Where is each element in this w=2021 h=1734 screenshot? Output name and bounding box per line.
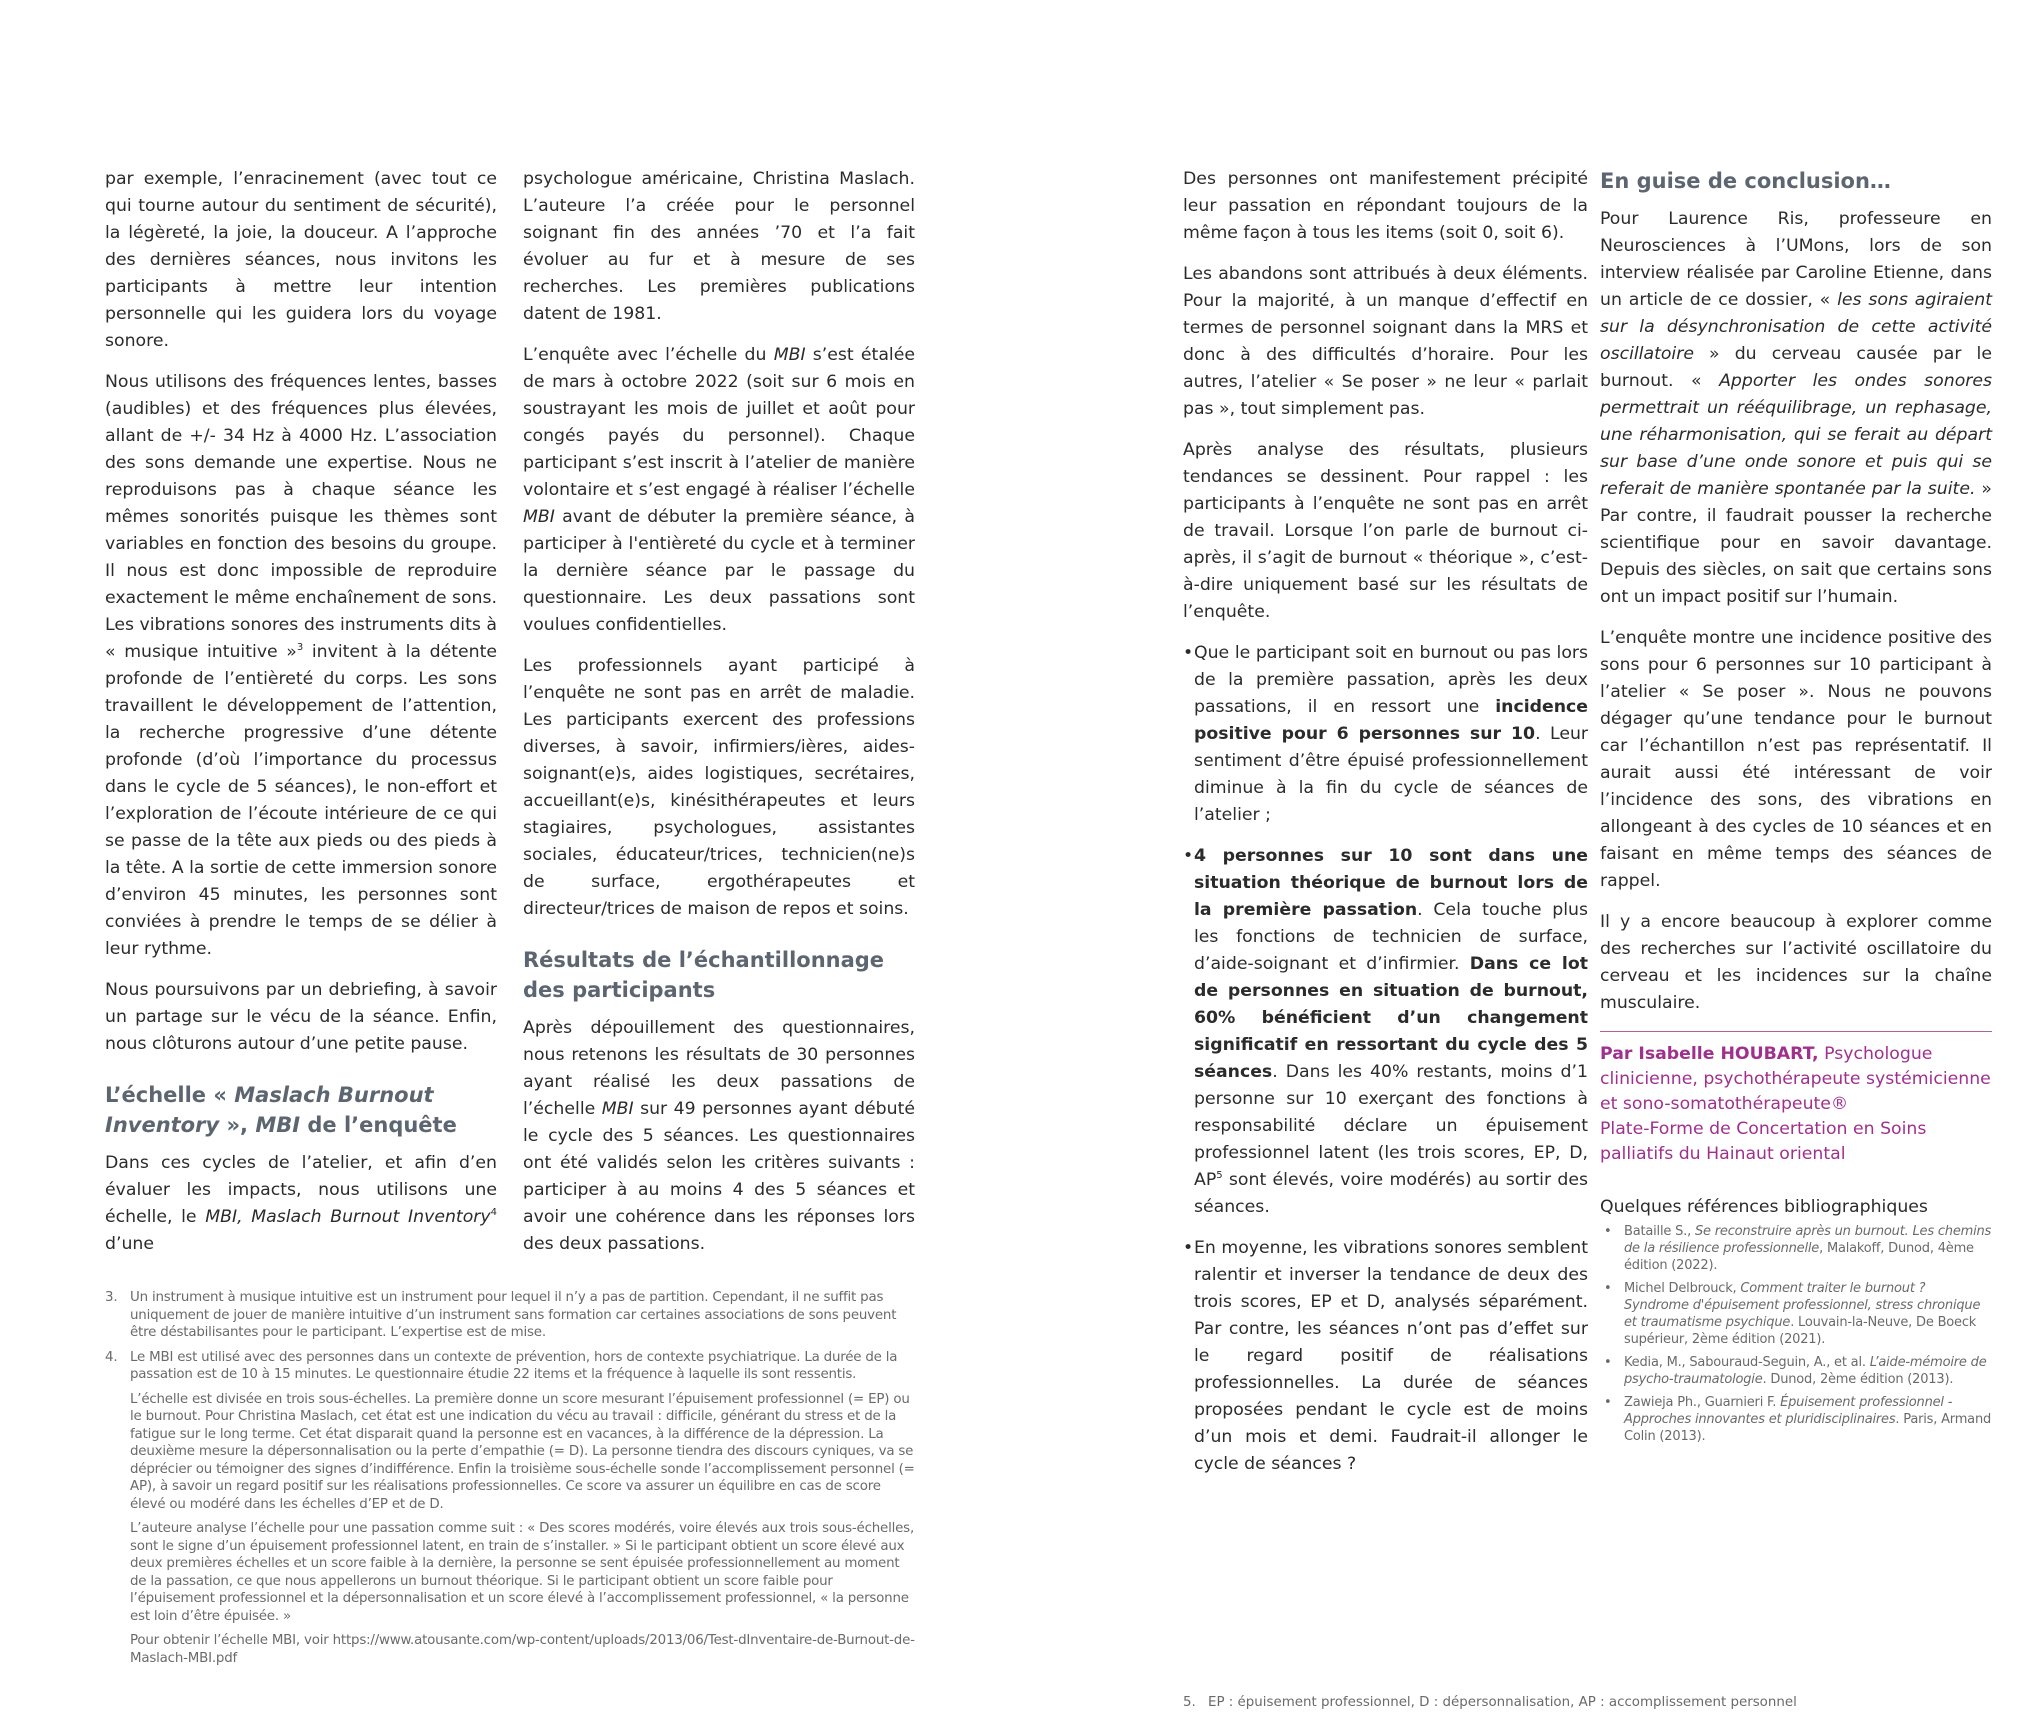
left-page: [0, 0, 1010, 1734]
footnote-number: 3.: [105, 1290, 118, 1305]
list-item: • En moyenne, les vibrations sonores semblent ralentir et inverser la tendance de deux des trois scores, EP et D, analysés séparément. Par contre, les séances n’ont pas d’effet sur le regard positif de réalisations professionnelles. La durée de séances proposées pendant le cycle est de moins d’un mois et demi. Faudrait-il allonger le cycle de séances ?: [1183, 1235, 1588, 1478]
footnote-ref-4[interactable]: 4: [490, 1207, 497, 1219]
author-role: Psychologue clinicienne, psychothérapeute systémicienne et sono-somatothérapeute®: [1600, 1044, 1991, 1114]
column-3: [1183, 166, 1588, 1492]
author-divider: [1600, 1031, 1992, 1032]
footnote-number: 4.: [105, 1349, 118, 1365]
author-credit: [1600, 1042, 1992, 1167]
text: Dans ces cycles de l’atelier, et afin d’en évaluer les impacts, nous utilisons une échelle, le: [105, 1153, 497, 1227]
paragraph: Les abandons sont attribués à deux éléments. Pour la majorité, à un manque d’effectif en termes de personnel soignant dans la MRS et donc à des difficultés d’horaire. Pour les autres, l’atelier « Se poser » ne leur « parlait pas », tout simplement pas.: [1183, 264, 1588, 419]
footnote-5: [1183, 1694, 1968, 1712]
column-4: [1600, 166, 1992, 1451]
reference-item: • Zawieja Ph., Guarnieri F. Épuisement professionnel - Approches innovantes et pluridisciplinaires. Paris, Armand Colin (2013).: [1600, 1394, 1992, 1445]
footnote-number: 5.: [1183, 1695, 1196, 1710]
footnote-ref-3[interactable]: 3: [296, 642, 304, 654]
paragraph: L’enquête avec l’échelle du MBI s’est étalée de mars à octobre 2022 (soit sur 6 mois en soustrayant les mois de juillet et août pour congés payés du personnel). Chaque participant s’est inscrit à l’atelier de manière volontaire et s’est engagé à réaliser l’échelle MBI avant de débuter la première séance, à participer à l'entièreté du cycle et à terminer la dernière séance par le passage du questionnaire. Les deux passations sont voulues confidentielles.: [523, 345, 915, 635]
paragraph: Nous poursuivons par un debriefing, à savoir un partage sur le vécu de la séance. Enfin, nous clôturons autour d’une petite pause.: [105, 980, 497, 1054]
paragraph: Les professionnels ayant participé à l’enquête ne sont pas en arrêt de maladie. Les participants exercent des professions diverses, à savoir, infirmiers/ières, aides-soignant(e)s, aides logistiques, secrétaires, accueillant(e)s, kinésithérapeutes et leurs stagiaires, psychologues, assistantes sociales, éducateur/trices, technicien(ne)s de surface, ergothérapeutes et directeur/trices de maison de repos et soins.: [523, 656, 915, 919]
reference-item: • Bataille S., Se reconstruire après un burnout. Les chemins de la résilience professionnelle, Malakoff, Dunod, 4ème édition (2022).: [1600, 1223, 1992, 1274]
text: invitent à la détente profonde de l’entièreté du corps. Les sons travaillent le développement de l’attention, la recherche progressive d’une détente profonde (d’où l’importance du processus dans le cycle de 5 séances), le non-effort et l’exploration de l’écoute intérieure de ce qui se passe de la tête aux pieds ou des pieds à la tête. A la sortie de cette immersion sonore d’environ 45 minutes, les personnes sont conviées à prendre le temps de se délier à leur rythme.: [105, 642, 497, 959]
text: Nous utilisons des fréquences lentes, basses (audibles) et des fréquences plus élevées, allant de +/- 34 Hz à 4000 Hz. L’association des sons demande une expertise. Nous ne reproduisons pas à chaque séance les mêmes sonorités puisque les thèmes sont variables en fonction des besoins du groupe. Il nous est donc impossible de reproduire exactement le même enchaînement de sons. Les vibrations sonores des instruments dits à « musique intuitive »: [105, 372, 497, 662]
right-page: [1011, 0, 2021, 1734]
section-heading-mbi: L’échelle « Maslach Burnout Inventory », MBI de l’enquête: [105, 1083, 457, 1137]
paragraph: Des personnes ont manifestement précipité leur passation en répondant toujours de la même façon à tous les items (soit 0, soit 6).: [1183, 169, 1588, 243]
footnote-text: EP : épuisement professionnel, D : dépersonnalisation, AP : accomplissement personnel: [1208, 1695, 1797, 1710]
reference-item: • Kedia, M., Sabouraud-Seguin, A., et al. L’aide-mémoire de psycho-traumatologie. Dunod, 2ème édition (2013).: [1600, 1354, 1992, 1388]
paragraph: par exemple, l’enracinement (avec tout ce qui tourne autour du sentiment de sécurité), la légèreté, la joie, la douceur. A l’approche des dernières séances, nous invitons les participants à mettre leur intention personnelle qui les guidera lors du voyage sonore.: [105, 169, 497, 351]
paragraph: [105, 369, 497, 963]
text: d’une: [105, 1234, 155, 1254]
paragraph: Il y a encore beaucoup à explorer comme des recherches sur l’activité oscillatoire du cerveau et les incidences sur la chaîne musculaire.: [1600, 912, 1992, 1013]
footnote-text: L’échelle est divisée en trois sous-échelles. La première donne un score mesurant l’épuisement professionnel (= EP) ou le burnout. Pour Christina Maslach, cet état est une indication du vécu au travail : difficile, générant du stress et de la fatigue sur le long terme. Cet état disparait quand la personne est en vacances, à la différence de la dépression. La deuxième mesure la dépersonnalisation ou la perte d’empathie (= D). La personne tiendra des discours cyniques, va se déprécier ou témoigner des signes d’indifférence. Enfin la troisième sous-échelle sonde l’accomplissement personnel (= AP), à savoir un regard positif sur les réalisations professionnelles. Ce score va assurer un équilibre en cas de score élevé ou modéré dans les échelles d’EP et de D.: [130, 1391, 915, 1512]
footnote-text: L’auteure analyse l’échelle pour une passation comme suit : « Des scores modérés, voire élevés aux trois sous-échelles, sont le signe d’un épuisement professionnel latent, en train de s’installer. » Si le participant obtient un score élevé aux deux premières échelles et un score faible à la dernière, la personne se sent épuisée professionnellement au moment de la passation, ce que nous appellerons un burnout théorique. Si le participant obtient un score faible pour l’épuisement professionnel et la dépersonnalisation et un score élevé à l’accomplissement professionnel, « la personne est loin d’être épuisée. »: [130, 1521, 914, 1624]
footnote-3: [105, 1289, 917, 1342]
footnote-text: Le MBI est utilisé avec des personnes dans un contexte de prévention, hors de contexte psychiatrique. La durée de la passation est de 10 à 15 minutes. Le questionnaire étudie 22 items et la fréquence à laquelle ils sont ressentis.: [130, 1349, 898, 1382]
references-title: Quelques références bibliographiques: [1600, 1197, 1928, 1217]
paragraph: L’enquête montre une incidence positive des sons pour 6 personnes sur 10 participant à l’atelier « Se poser ». Nous ne pouvons dégager qu’une tendance pour le burnout car l’échantillon n’est pas représentatif. Il aurait aussi été intéressant de voir l’incidence des sons, des vibrations en allongeant à des cycles de 10 séances et en faisant en même temps des séances de rappel.: [1600, 628, 1992, 891]
paragraph: Après analyse des résultats, plusieurs tendances se dessinent. Pour rappel : les participants à l’enquête ne sont pas en arrêt de travail. Lorsque l’on parle de burnout ci-après, il s’agit de burnout « théorique », c’est-à-dire uniquement basé sur les résultats de l’enquête.: [1183, 440, 1588, 622]
footnote-ref-5[interactable]: 5: [1216, 1170, 1223, 1182]
author-organization: Plate-Forme de Concertation en Soins palliatifs du Hainaut oriental: [1600, 1119, 1927, 1164]
references-list: [1600, 1223, 1992, 1445]
footnote-text: Un instrument à musique intuitive est un instrument pour lequel il n’y a pas de partition. Cependant, il ne suffit pas uniquement de jouer de manière intuitive d’un instrument sans formation car certaines associations de sons peuvent être déstabilisantes pour le participant. L’expertise est de mise.: [130, 1290, 897, 1340]
footnotes: [105, 1289, 917, 1674]
footnote-4: [105, 1349, 917, 1668]
reference-item: • Michel Delbrouck, Comment traiter le burnout ? Syndrome d'épuisement professionnel, stress chronique et traumatisme psychique. Louvain-la-Neuve, De Boeck supérieur, 2ème édition (2021).: [1600, 1280, 1992, 1348]
text: MBI, Maslach Burnout Inventory: [205, 1207, 491, 1227]
findings-list: [1183, 640, 1588, 1478]
author-name: Par Isabelle HOUBART,: [1600, 1044, 1819, 1064]
section-heading-conclusion: En guise de conclusion…: [1600, 169, 1891, 193]
footnote-link-text[interactable]: Pour obtenir l’échelle MBI, voir https://www.atousante.com/wp-content/uploads/2013/06/Test-dInventaire-de-Burnout-de-Maslach-MBI.pdf: [130, 1633, 915, 1666]
section-heading-results: Résultats de l’échantillonnage des participants: [523, 948, 885, 1002]
column-2: [523, 166, 915, 1272]
paragraph: Pour Laurence Ris, professeure en Neurosciences à l’UMons, lors de son interview réalisée par Caroline Etienne, dans un article de ce dossier, « les sons agiraient sur la désynchronisation de cette activité oscillatoire » du cerveau causée par le burnout. « Apporter les ondes sonores permettrait un rééquilibrage, un rephasage, une réharmonisation, qui se ferait au départ sur base d’une onde sonore et puis qui se referait de manière spontanée par la suite. » Par contre, il faudrait pousser la recherche scientifique pour en savoir davantage. Depuis des siècles, on sait que certains sons ont un impact positif sur l’humain.: [1600, 209, 1993, 607]
column-1: [105, 166, 497, 1272]
paragraph: Après dépouillement des questionnaires, nous retenons les résultats de 30 personnes ayant réalisé les deux passations de l’échelle MBI sur 49 personnes ayant débuté le cycle des 5 séances. Les questionnaires ont été validés selon les critères suivants : participer à au moins 4 des 5 séances et avoir une cohérence dans les réponses lors des deux passations.: [523, 1018, 915, 1254]
list-item: • 4 personnes sur 10 sont dans une situation théorique de burnout lors de la première passation. Cela touche plus les fonctions de technicien de surface, d’aide-soignant et d’infirmier. Dans ce lot de personnes en situation de burnout, 60% bénéficient d’un changement significatif en ressortant du cycle des 5 séances. Dans les 40% restants, moins d’1 personne sur 10 exerçant des fonctions à responsabilité déclare un épuisement professionnel latent (les trois scores, EP, D, $AP^5$ sont élevés, voire modérés) au sortir des séances.: [1183, 843, 1588, 1221]
list-item: • Que le participant soit en burnout ou pas lors de la première passation, après les deux passations, il en ressort une incidence positive pour 6 personnes sur 10. Leur sentiment d’être épuisé professionnellement diminue à la fin du cycle de séances de l’atelier ;: [1183, 640, 1588, 829]
paragraph: psychologue américaine, Christina Maslach. L’auteure l’a créée pour le personnel soignant fin des années ’70 et l’a fait évoluer au fur et à mesure de ses recherches. Les premières publications datent de 1981.: [523, 169, 915, 324]
paragraph: [105, 1150, 497, 1258]
